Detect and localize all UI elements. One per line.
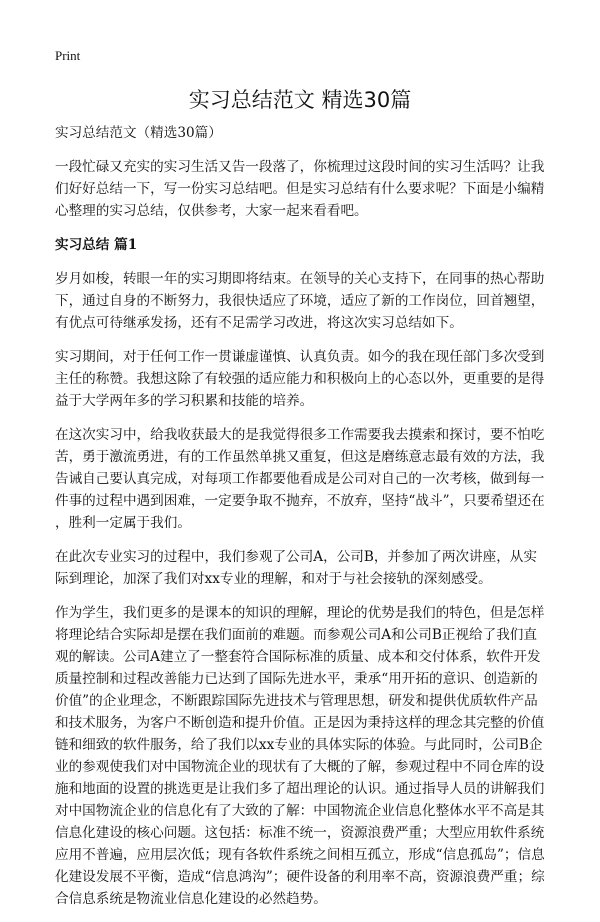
text-line: 观的解读。公司A建立了一整套符合国际标准的质量、成本和交付体系，软件开发 xyxy=(55,649,541,665)
text-line: 心整理的实习总结，仅供参考，大家一起来看看吧。 xyxy=(55,203,368,219)
text-line: 实习期间，对于任何工作一贯谦虚谨慎、认真负责。如今的我在现任部门多次受到 xyxy=(55,349,545,365)
text-line: 下，通过自身的不断努力，我很快适应了环境，适应了新的工作岗位，回首翘望， xyxy=(55,293,545,309)
text-line: 对中国物流企业的信息化有了大致的了解：中国物流企业信息化整体水平不高是其 xyxy=(55,803,545,819)
text-line: 价值”的企业理念，不断跟踪国际先进技术与管理思想，研发和提供优质软件产品 xyxy=(55,693,538,709)
text-line: 苦，勇于激流勇进，有的工作虽然单挑又重复，但这是磨练意志最有效的方法，我 xyxy=(55,449,545,465)
text-line: 在此次专业实习的过程中，我们参观了公司A，公司B，并参加了两次讲座，从实 xyxy=(55,549,537,565)
document-subtitle: 实习总结范文（精选30篇） xyxy=(55,125,222,141)
paragraph xyxy=(55,268,555,334)
text-line: 施和地面的设置的挑选更是让我们多了超出理论的认识。通过指导人员的讲解我们 xyxy=(55,781,545,797)
text-line: 业的参观使我们对中国物流企业的现状有了大概的了解，参观过程中不同仓库的设 xyxy=(55,759,545,775)
text-line: ，胜利一定属于我们。 xyxy=(55,515,191,531)
text-line: 质量控制和过程改善能力已达到了国际先进水平，秉承“用开拓的意识、创造新的 xyxy=(55,671,538,687)
text-line: 和技术服务，为客户不断创造和提升价值。正是因为秉持这样的理念其完整的价值 xyxy=(55,715,545,731)
text-line: 们好好总结一下，写一份实习总结吧。但是实习总结有什么要求呢？下面是小编精 xyxy=(55,181,545,197)
text-line: 件事的过程中遇到困难，一定要争取不抛弃，不放弃，坚持“战斗”，只要希望还在 xyxy=(55,493,545,509)
paragraph xyxy=(55,424,555,534)
print-label: Print xyxy=(55,48,81,63)
page-title: 实习总结范文 精选30篇 xyxy=(188,88,412,112)
document-body xyxy=(55,122,555,922)
text-line: 链和细致的软件服务，给了我们以xx专业的具体实际的体验。与此同时，公司B企 xyxy=(55,737,543,753)
paragraph xyxy=(55,546,555,590)
paragraph xyxy=(55,602,555,910)
text-line: 一段忙碌又充实的实习生活又告一段落了，你梳理过这段时间的实习生活吗？让我 xyxy=(55,159,545,175)
text-line: 信息化建设的核心问题。这包括：标准不统一，资源浪费严重；大型应用软件系统 xyxy=(55,825,545,841)
section-heading: 实习总结 篇1 xyxy=(55,237,138,253)
intro-paragraph xyxy=(55,156,555,222)
text-line: 作为学生，我们更多的是课本的知识的理解，理论的优势是我们的特色，但是怎样 xyxy=(55,605,545,621)
text-line: 际到理论，加深了我们对xx专业的理解，和对于与社会接轨的深刻感受。 xyxy=(55,571,492,587)
paragraph xyxy=(55,346,555,412)
section-paragraphs xyxy=(55,268,555,910)
text-line: 应用不普遍，应用层次低；现有各软件系统之间相互孤立，形成“信息孤岛”；信息 xyxy=(55,847,545,863)
text-line: 将理论结合实际却是摆在我们面前的难题。而参观公司A和公司B正视给了我们直 xyxy=(55,627,537,643)
text-line: 主任的称赞。我想这除了有较强的适应能力和积极向上的心态以外，更重要的是得 xyxy=(55,371,545,387)
text-line: 告诫自己要认真完成，对每项工作都要他看成是公司对自己的一次考核，做到每一 xyxy=(55,471,545,487)
text-line: 岁月如梭，转眼一年的实习期即将结束。在领导的关心支持下，在同事的热心帮助 xyxy=(55,271,545,287)
text-line: 有优点可待继承发扬，还有不足需学习改进，将这次实习总结如下。 xyxy=(55,315,463,331)
text-line: 化建设发展不平衡，造成“信息鸿沟”；硬件设备的利用率不高，资源浪费严重；综 xyxy=(55,869,545,885)
text-line: 合信息系统是物流业信息化建设的必然趋势。 xyxy=(55,891,327,907)
text-line: 在这次实习中，给我收获最大的是我觉得很多工作需要我去摸索和探讨，要不怕吃 xyxy=(55,427,545,443)
text-line: 益于大学两年多的学习积累和技能的培养。 xyxy=(55,393,314,409)
